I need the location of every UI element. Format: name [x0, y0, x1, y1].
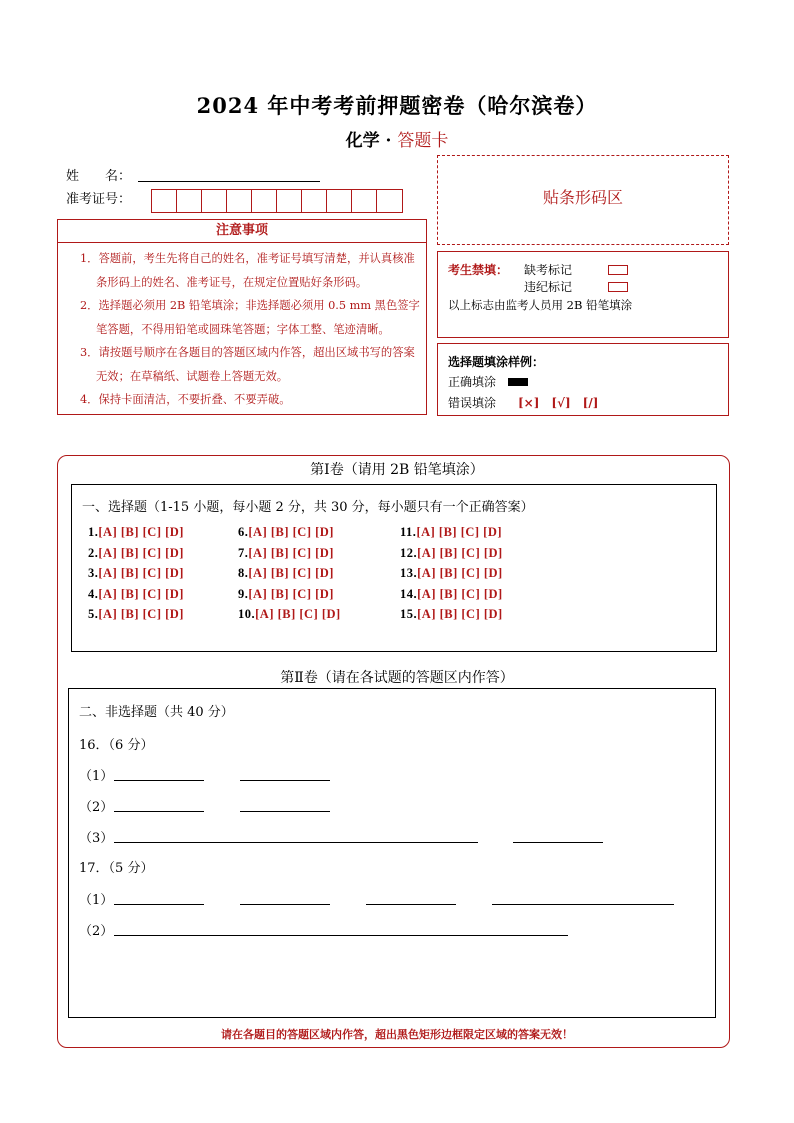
part1-title: 第Ⅰ卷（请用 2B 铅笔填涂）: [310, 462, 484, 478]
choice-row[interactable]: 6.[A] [B] [C] [D]: [238, 525, 334, 539]
page-title: 2024 年中考考前押题密卷（哈尔滨卷）: [196, 93, 598, 118]
question-16-label: 16．（6 分）: [79, 738, 154, 753]
correct-fill-sample: [508, 378, 528, 386]
choice-heading: 一、选择题（1-15 小题，每小题 2 分，共 30 分，每小题只有一个正确答案）: [82, 500, 534, 515]
q16-sub2-blank-a[interactable]: [114, 811, 204, 812]
forbidden-label: 考生禁填：: [448, 263, 509, 277]
name-label: 姓 名：: [66, 169, 132, 184]
q16-sub1-blank-b[interactable]: [240, 780, 330, 781]
wrong-fill-samples: [×] [√] [/]: [518, 396, 599, 410]
id-label: 准考证号：: [66, 192, 132, 207]
q16-sub3-label: （3）: [79, 831, 114, 846]
notice-heading: 注意事项: [58, 220, 426, 243]
choice-column-3: [400, 522, 503, 625]
q16-sub1-label: （1）: [79, 769, 114, 784]
card-label: 答题卡: [397, 131, 449, 151]
q17-sub1-blank-c[interactable]: [366, 904, 456, 905]
subtitle-separator: ·: [379, 131, 398, 151]
notice-item: 2．选择题必须用 2B 铅笔填涂；非选择题必须用 0.5 mm 黑色签字笔答题，不得用铅笔或圆珠笔答题；字体工整、笔迹清晰。: [80, 299, 420, 336]
q16-sub1-blank-a[interactable]: [114, 780, 204, 781]
q17-sub1-blank-a[interactable]: [114, 904, 204, 905]
wrong-fill-label: 错误填涂: [448, 396, 497, 410]
choice-row[interactable]: 2.[A] [B] [C] [D]: [88, 545, 184, 560]
free-response-heading: 二、非选择题（共 40 分）: [79, 705, 234, 720]
choice-row[interactable]: 11.[A] [B] [C] [D]: [400, 525, 503, 539]
subject-label: 化学: [345, 131, 380, 151]
choice-row[interactable]: 3.[A] [B] [C] [D]: [88, 566, 184, 580]
notice-item: 4．保持卡面清洁，不要折叠、不要弄破。: [80, 393, 291, 406]
part2-title: 第Ⅱ卷（请在各试题的答题区内作答）: [280, 670, 514, 686]
notice-box: [57, 219, 427, 415]
q16-sub3-blank-a[interactable]: [114, 842, 478, 843]
choice-row[interactable]: 12.[A] [B] [C] [D]: [400, 545, 503, 560]
choice-row[interactable]: 9.[A] [B] [C] [D]: [238, 586, 334, 601]
notice-item: 1．答题前，考生先将自己的姓名，准考证号填写清楚，并认真核准条形码上的姓名、准考证号，在规定位置贴好条形码。: [80, 252, 415, 289]
q17-sub1-blank-b[interactable]: [240, 904, 330, 905]
q17-sub2-label: （2）: [79, 924, 114, 939]
choice-row[interactable]: 8.[A] [B] [C] [D]: [238, 566, 334, 580]
choice-section: [71, 484, 717, 652]
page-subtitle: [0, 126, 794, 151]
choice-column-2: [238, 522, 341, 625]
choice-row[interactable]: 14.[A] [B] [C] [D]: [400, 586, 503, 601]
choice-row[interactable]: 5.[A] [B] [C] [D]: [88, 607, 184, 621]
free-response-section: [68, 688, 716, 1018]
name-field[interactable]: [138, 181, 320, 182]
sample-box: [437, 343, 729, 416]
q16-sub2-blank-b[interactable]: [240, 811, 330, 812]
footer-warning: 请在各题目的答题区域内作答，超出黑色矩形边框限定区域的答案无效！: [221, 1028, 573, 1041]
q16-sub3-blank-b[interactable]: [513, 842, 603, 843]
q17-sub1-label: （1）: [79, 893, 114, 908]
q16-sub2-label: （2）: [79, 800, 114, 815]
choice-row[interactable]: 1.[A] [B] [C] [D]: [88, 525, 184, 539]
forbidden-note: 以上标志由监考人员用 2B 铅笔填涂: [448, 298, 633, 312]
violation-label: 违纪标记: [524, 280, 573, 294]
choice-row[interactable]: 13.[A] [B] [C] [D]: [400, 566, 503, 580]
choice-row[interactable]: 10.[A] [B] [C] [D]: [238, 607, 341, 621]
correct-fill-label: 正确填涂: [448, 375, 497, 389]
barcode-area: 贴条形码区: [437, 155, 729, 245]
choice-row[interactable]: 7.[A] [B] [C] [D]: [238, 545, 334, 560]
absent-label: 缺考标记: [524, 263, 573, 277]
question-17-label: 17．（5 分）: [79, 861, 154, 876]
notice-item: 3．请按题号顺序在各题目的答题区域内作答，超出区域书写的答案无效；在草稿纸、试题卷上答题无效。: [80, 346, 415, 383]
choice-column-1: [88, 522, 184, 625]
violation-mark[interactable]: [608, 282, 628, 292]
q17-sub2-blank[interactable]: [114, 935, 568, 936]
exam-id-field[interactable]: [151, 189, 403, 213]
q17-sub1-blank-d[interactable]: [492, 904, 674, 905]
choice-row[interactable]: 4.[A] [B] [C] [D]: [88, 586, 184, 601]
forbidden-box: [437, 251, 729, 338]
sample-heading: 选择题填涂样例：: [448, 355, 545, 369]
absent-mark[interactable]: [608, 265, 628, 275]
choice-row[interactable]: 15.[A] [B] [C] [D]: [400, 607, 503, 621]
